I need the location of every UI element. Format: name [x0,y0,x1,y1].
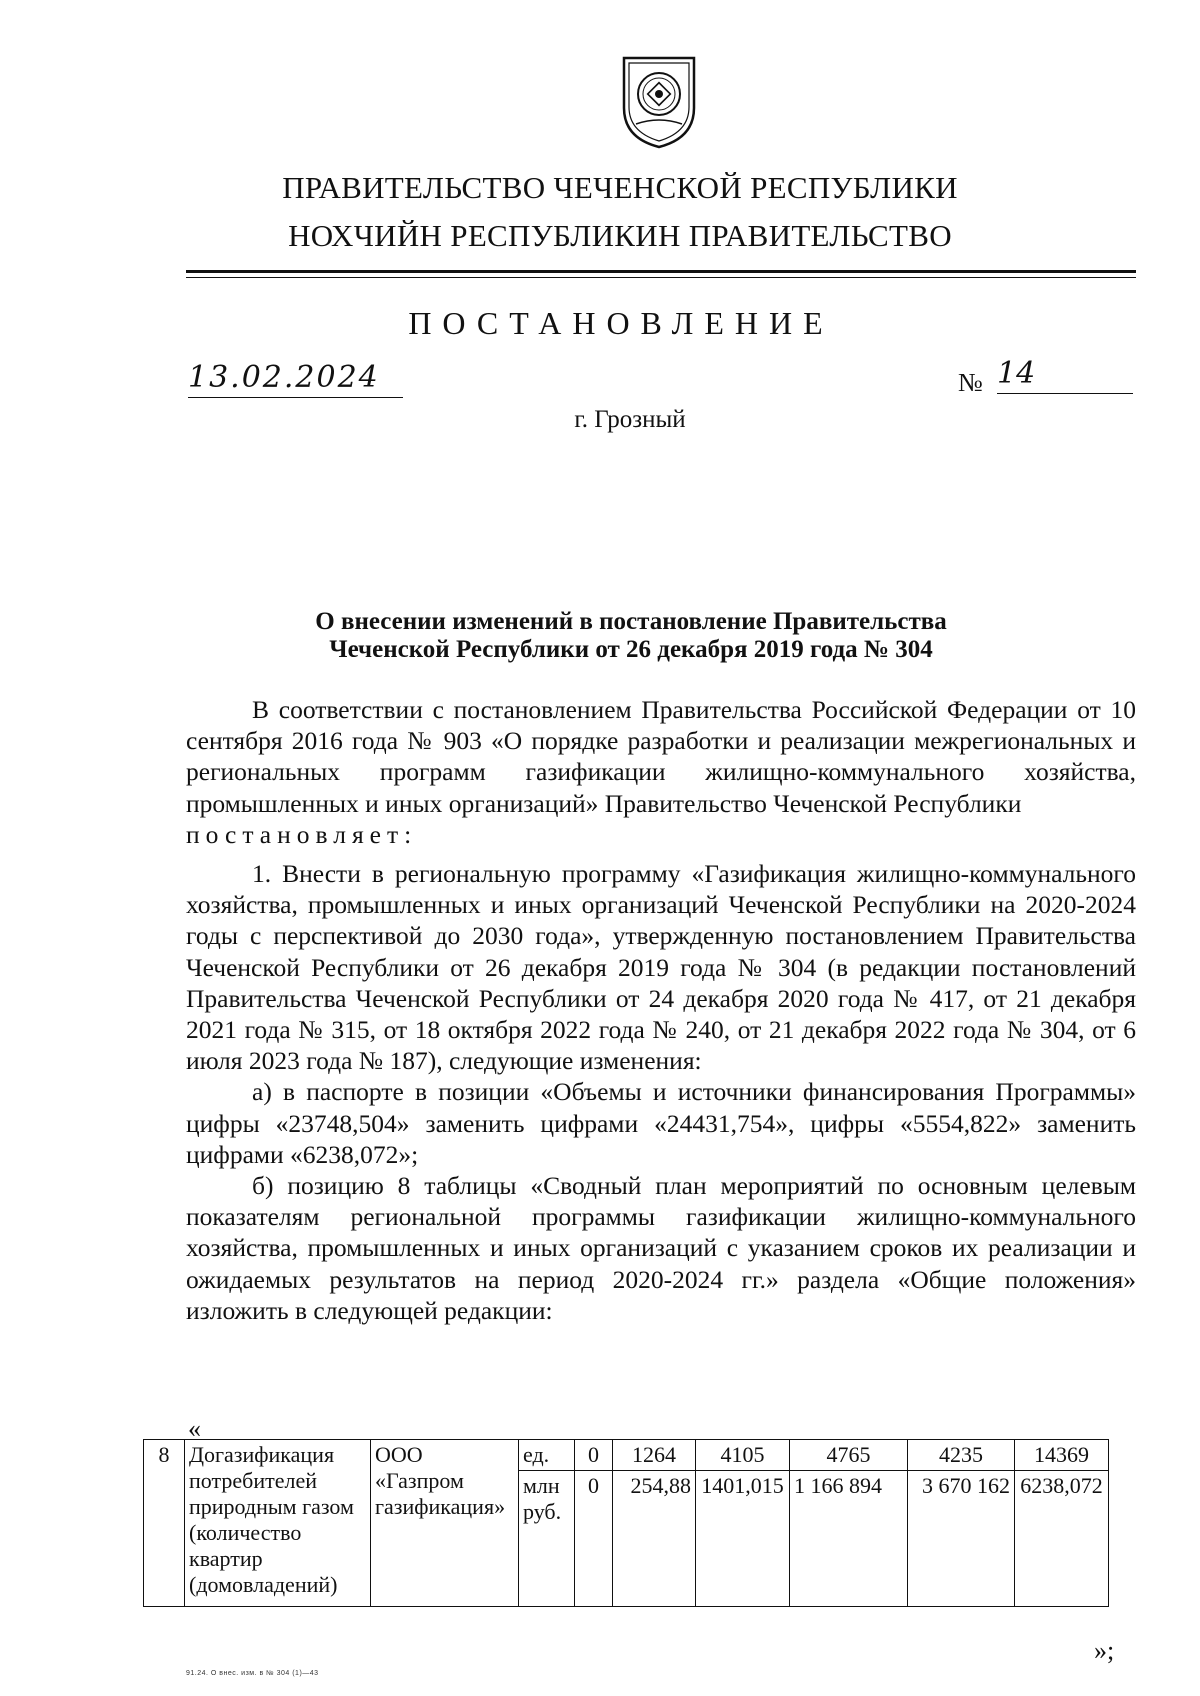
emblem-seal-icon [618,54,700,150]
value-cell: 4765 [790,1440,908,1471]
document-type: ПОСТАНОВЛЕНИЕ [408,305,834,341]
value-cell: 4105 [696,1440,790,1471]
footer-code: 91.24. О внес. изм. в № 304 (1)—43 [186,1670,319,1677]
document-number-label: № [958,368,983,397]
unit-cell: ед. [519,1440,575,1471]
decree-word: постановляет: [186,819,418,849]
value-cell: 3 670 162 [908,1471,1015,1607]
document-city: г. Грозный [574,406,686,433]
item-b-paragraph: б) позицию 8 таблицы «Сводный план мероприятий по основным целевым показателям региональной программы газификации жилищно-коммунального хозяйства, промышленных и иных организаций с указанием сроков их реализации и ожидаемых результатов на период 2020-2024 гг.» раздела «Общие положения» изложить в следующей редакции: [186,1171,1136,1325]
header-rule-thick [186,270,1136,273]
table-row [144,1440,1109,1471]
unit-cell: млн руб. [519,1471,575,1607]
row-number: 8 [144,1440,185,1607]
activity-name: Догазификация потребителей природным газом (количество квартир (домовладений) [185,1440,371,1607]
document-date: 13.02.2024 [188,360,403,398]
document-body [186,694,1136,1326]
value-cell: 1 166 894 [790,1471,908,1607]
value-cell: 4235 [908,1440,1015,1471]
document-title-line-1: О внесении изменений в постановление Правительства [315,608,947,635]
quote-open: « [188,1414,201,1443]
executor-name: ООО «Газпром газификация» [371,1440,519,1607]
header-rule-thin [186,277,1136,278]
value-cell: 1401,015 [696,1471,790,1607]
document-title-line-2: Чеченской Республики от 26 декабря 2019 года № 304 [329,636,933,663]
total-cell: 14369 [1015,1440,1109,1471]
value-cell: 0 [575,1471,613,1607]
value-cell: 1264 [613,1440,696,1471]
item-1-paragraph: 1. Внести в региональную программу «Газификация жилищно-коммунального хозяйства, промышленных и иных организаций Чеченской Республики на 2020-2024 годы с перспективой до 2030 года», утвержденную постановлением Правительства Чеченской Республики от 26 декабря 2019 года № 304 (в редакции постановлений Правительства Чеченской Республики от 24 декабря 2020 года № 417, от 21 декабря 2021 года № 315, от 18 октября 2022 года № 240, от 21 декабря 2022 года № 304, от 6 июля 2023 года № 187), следующие изменения: [186,859,1136,1076]
government-name-chechen: НОХЧИЙН РЕСПУБЛИКИН ПРАВИТЕЛЬСТВО [288,218,952,253]
activity-table [143,1439,1109,1607]
intro-paragraph: В соответствии с постановлением Правительства Российской Федерации от 10 сентября 2016 года № 903 «О порядке разработки и реализации межрегиональных и региональных программ газификации жилищно-коммунального хозяйства, промышленных и иных организаций» Правительство Чеченской Республики [186,695,1136,818]
government-name-russian: ПРАВИТЕЛЬСТВО ЧЕЧЕНСКОЙ РЕСПУБЛИКИ [282,170,958,205]
value-cell: 0 [575,1440,613,1471]
value-cell: 254,88 [613,1471,696,1607]
total-cell: 6238,072 [1015,1471,1109,1607]
item-a-paragraph: а) в паспорте в позиции «Объемы и источники финансирования Программы» цифры «23748,504» заменить цифрами «24431,754», цифры «5554,822» заменить цифрами «6238,072»; [186,1077,1136,1169]
document-number: 14 [997,356,1133,394]
quote-close: »; [1094,1636,1115,1665]
